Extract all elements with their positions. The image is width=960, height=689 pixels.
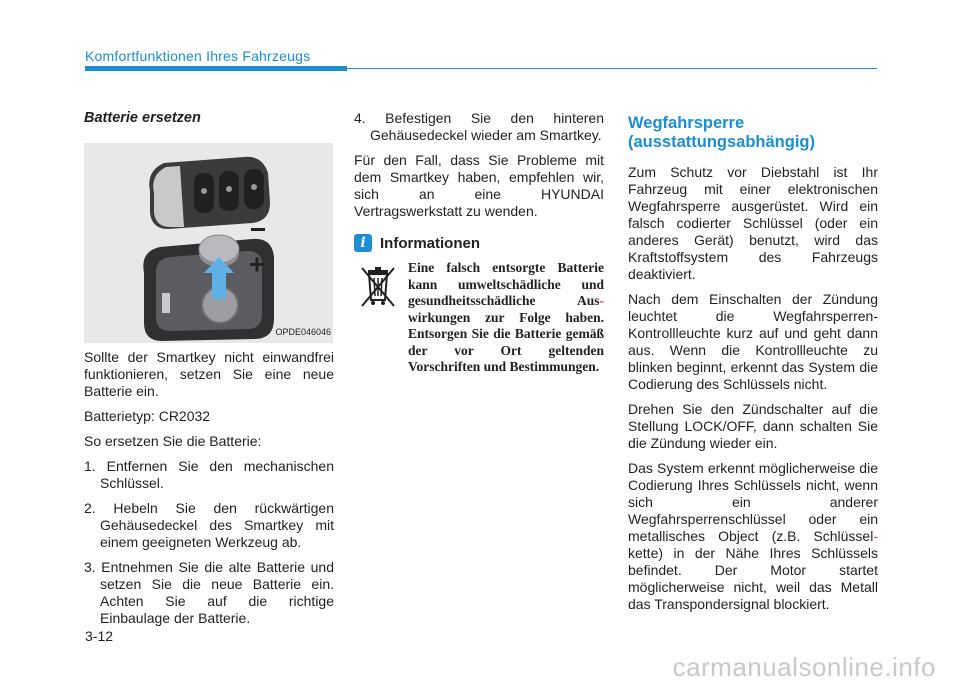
watermark: carmanualsonline.info bbox=[672, 652, 936, 682]
header-rule-thin bbox=[347, 68, 877, 69]
smartkey-battery-figure bbox=[84, 143, 333, 343]
info-box-title bbox=[354, 234, 604, 252]
battery-type: Batterietyp: CR2032 bbox=[84, 408, 211, 424]
right-column bbox=[628, 110, 878, 621]
info-text-part: Eine falsch entsorgte Batterie kann umweltschädliche und gesundheitsschädliche Aus bbox=[408, 260, 604, 308]
left-column bbox=[84, 110, 334, 635]
paragraph bbox=[628, 460, 878, 613]
immobilizer-heading: Wegfahrsperre (ausstattungsabhängig) bbox=[628, 114, 816, 151]
paragraph-part: kette) in der Nähe Ihres Schlüssels befindet. Der Motor startet möglicherweise nicht, weil das Metall das Transpondersignal blockiert. bbox=[628, 545, 878, 612]
paragraph: So ersetzen Sie die Batterie: bbox=[84, 433, 262, 449]
smartkey-front-image bbox=[149, 157, 270, 229]
info-box-body bbox=[354, 260, 604, 376]
paragraph-part: Das System erkennt möglicherweise die Codierung Ihres Schlüssels nicht, wenn sich ein anderer Wegfahrsperrenschlüssel oder ein metallisches Object (z.B. Schlüssel bbox=[628, 460, 878, 544]
step-item: 4. Befestigen Sie den hinteren Gehäusedeckel wieder am Smartkey. bbox=[354, 110, 604, 143]
paragraph: Nach dem Einschalten der Zündung leuchtet die Wegfahrsperren-Kontrollleuchte kurz auf und geht dann aus. Wenn die Kontrollleuchte zu blinken beginnt, erkennt das System die Codierung des Schlüssels nicht. bbox=[628, 291, 878, 392]
hyphen-mark: - bbox=[873, 528, 878, 544]
hyphen-mark: - bbox=[599, 293, 604, 308]
paragraph: Für den Fall, dass Sie Probleme mit dem Smartkey haben, empfehlen wir, sich an eine HYUNDAI Vertragswerkstatt zu wenden. bbox=[354, 152, 604, 219]
page-number: 3-12 bbox=[85, 628, 114, 644]
step-item: 2. Hebeln Sie den rückwärtigen Gehäusedeckel des Smartkey mit einem geeigneten Werkzeug ab. bbox=[84, 500, 334, 550]
paragraph: Sollte der Smartkey nicht einwandfrei funktionieren, setzen Sie eine neue Batterie ein. bbox=[84, 349, 334, 399]
info-icon: i bbox=[354, 234, 372, 252]
battery-heading: Batterie ersetzen bbox=[84, 110, 201, 126]
crossed-bin-icon bbox=[354, 262, 402, 310]
info-text-part: wirkungen zur Folge haben. Entsorgen Sie die Batterie gemäß der vor Ort geltenden Vorschriften und Bestimmungen. bbox=[408, 309, 604, 374]
paragraph: Drehen Sie den Zündschalter auf die Stellung LOCK/OFF, dann schalten Sie die Zündung wieder ein. bbox=[628, 401, 878, 451]
info-label: Informationen bbox=[380, 234, 480, 252]
figure-code: OPDE046046 bbox=[275, 327, 331, 337]
middle-column bbox=[354, 110, 604, 376]
header-rule-thick bbox=[85, 66, 347, 71]
smartkey-illustration bbox=[84, 143, 333, 343]
minus-sign-icon bbox=[251, 228, 265, 231]
section-title: Komfortfunktionen Ihres Fahrzeugs bbox=[85, 48, 311, 64]
step-item: 3. Entnehmen Sie die alte Batterie und setzen Sie die neue Batterie ein. Achten Sie auf die richtige Einbaulage der Batterie. bbox=[84, 559, 334, 626]
step-item: 1. Entfernen Sie den mechanischen Schlüssel. bbox=[84, 458, 334, 491]
info-text bbox=[408, 260, 604, 376]
paragraph: Zum Schutz vor Diebstahl ist Ihr Fahrzeug mit einer elektronischen Wegfahrsperre ausgerüstet. Wird ein falsch codierter Schlüssel (oder ein anderes Gerät) benutzt, wird das Kraftstoffsystem des Fahrzeugs deaktiviert. bbox=[628, 164, 878, 282]
